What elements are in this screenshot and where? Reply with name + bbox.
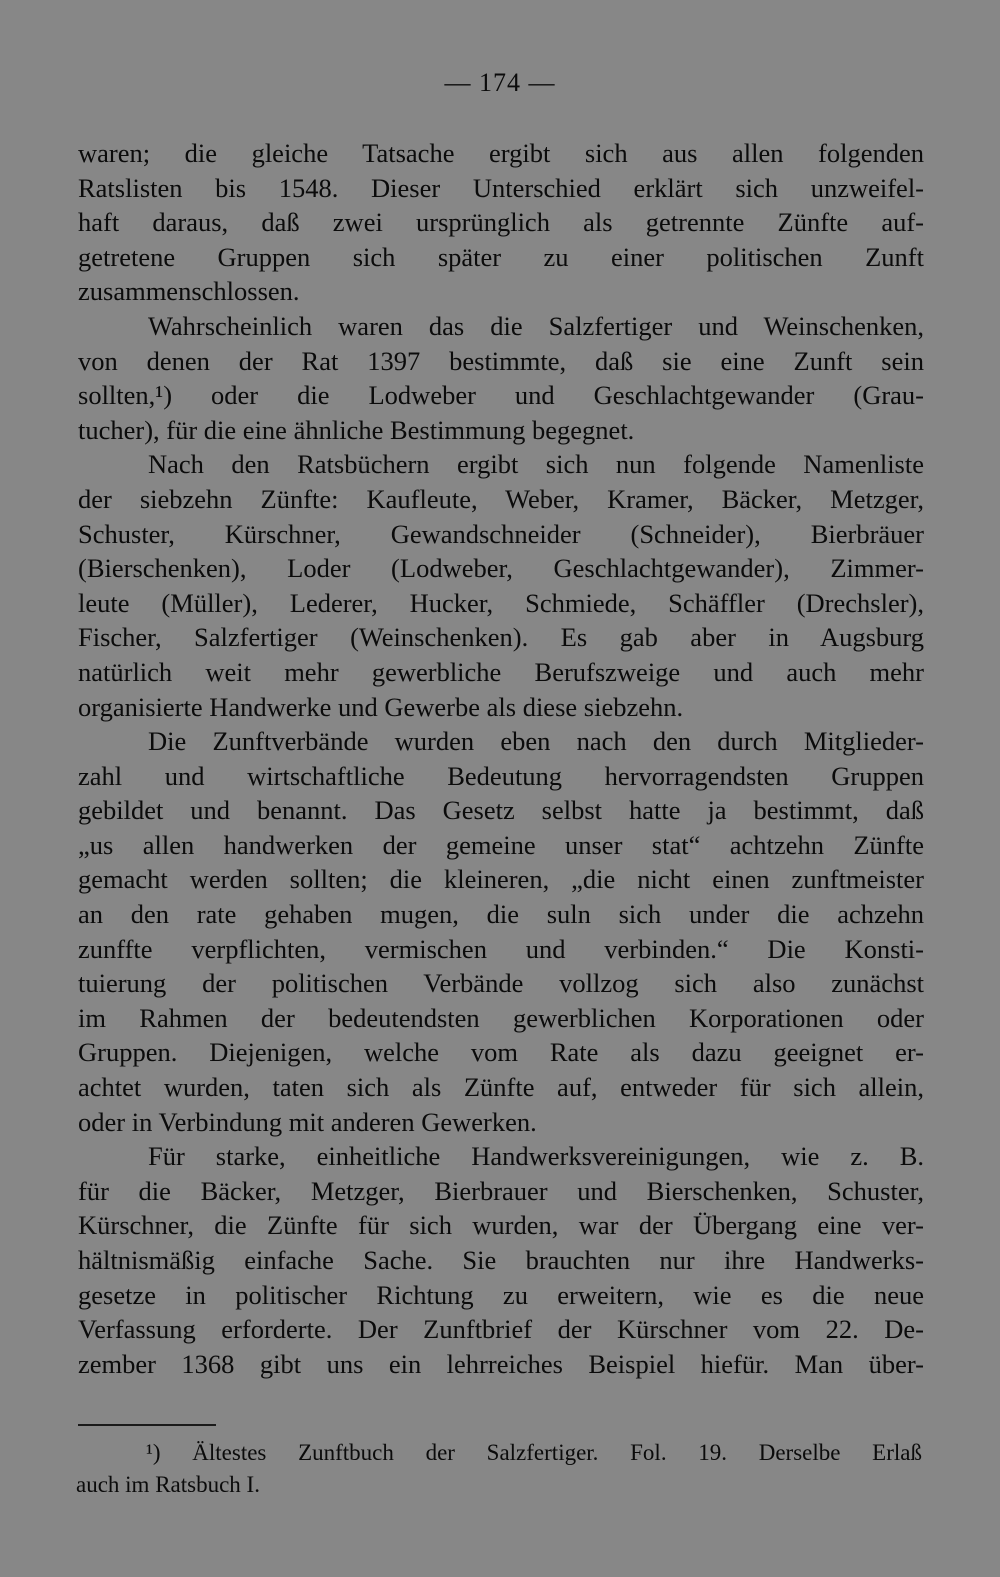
text-line: getretene Gruppen sich später zu einer politischen Zunft [78,241,924,272]
text-line: Für starke, einheitliche Handwerksvereinigungen, wie z. B. [148,1141,924,1172]
text-line: sollten,¹) oder die Lodweber und Geschlachtgewander (Grau- [78,380,924,411]
text-line: Gruppen. Diejenigen, welche vom Rate als dazu geeignet er- [78,1037,924,1068]
text-line: Nach den Ratsbüchern ergibt sich nun folgende Namenliste [148,449,924,480]
text-line: der siebzehn Zünfte: Kaufleute, Weber, Kramer, Bäcker, Metzger, [78,483,924,514]
text-line: Fischer, Salzfertiger (Weinschenken). Es gab aber in Augsburg [78,622,924,653]
text-line: hältnismäßig einfache Sache. Sie brauchten nur ihre Handwerks- [78,1245,924,1275]
text-line: organisierte Handwerke und Gewerbe als diese siebzehn. [78,691,684,722]
text-line: Verfassung erforderte. Der Zunftbrief der Kürschner vom 22. De- [78,1314,924,1345]
text-line: Die Zunftverbände wurden eben nach den durch Mitglieder- [148,726,924,757]
text-line: gemacht werden sollten; die kleineren, „die nicht einen zunftmeister [78,864,924,895]
text-line: tucher), für die eine ähnliche Bestimmung begegnet. [78,414,635,445]
footnote-divider [78,1424,216,1426]
text-line: (Bierschenken), Loder (Lodweber, Geschlachtgewander), Zimmer- [78,553,924,584]
text-line: für die Bäcker, Metzger, Bierbrauer und Bierschenken, Schuster, [78,1175,924,1206]
text-line: zahl und wirtschaftliche Bedeutung hervorragendsten Gruppen [78,760,924,791]
text-line: oder in Verbindung mit anderen Gewerken. [78,1106,537,1137]
footnote [76,1437,922,1501]
text-line: achtet wurden, taten sich als Zünfte auf, entweder für sich allein, [78,1072,924,1103]
text-line: natürlich weit mehr gewerbliche Berufszweige und auch mehr [78,656,924,687]
text-line: tuierung der politischen Verbände vollzog sich also zunächst [78,968,924,999]
text-line: „us allen handwerken der gemeine unser stat“ achtzehn Zünfte [78,829,924,860]
text-line: gebildet und benannt. Das Gesetz selbst hatte ja bestimmt, daß [78,795,924,826]
text-line: von denen der Rat 1397 bestimmte, daß sie eine Zunft sein [78,345,924,376]
body-text [78,136,924,1381]
footnote-line: ¹) Ältestes Zunftbuch der Salzfertiger. Fol. 19. Derselbe Erlaß [146,1440,922,1465]
text-line: an den rate gehaben mugen, die suln sich under die achzehn [78,899,924,930]
footnote-line: auch im Ratsbuch I. [76,1472,260,1497]
text-line: Kürschner, die Zünfte für sich wurden, war der Übergang eine ver- [78,1210,924,1241]
text-line: im Rahmen der bedeutendsten gewerblichen Korporationen oder [78,1002,924,1033]
text-line: zember 1368 gibt uns ein lehrreiches Beispiel hiefür. Man über- [78,1348,924,1379]
text-line: Schuster, Kürschner, Gewandschneider (Schneider), Bierbräuer [78,518,924,549]
page-number-header: — 174 — [444,68,556,97]
text-line: waren; die gleiche Tatsache ergibt sich aus allen folgenden [78,138,924,168]
text-line: Ratslisten bis 1548. Dieser Unterschied erklärt sich unzweifel- [78,172,924,203]
text-line: Wahrscheinlich waren das die Salzfertiger und Weinschenken, [148,310,924,341]
text-line: leute (Müller), Lederer, Hucker, Schmiede, Schäffler (Drechsler), [78,587,924,618]
text-line: zusammenschlossen. [78,276,300,307]
text-line: zunffte verpflichten, vermischen und verbinden.“ Die Konsti- [78,933,924,964]
text-line: haft daraus, daß zwei ursprünglich als getrennte Zünfte auf- [78,207,924,238]
text-line: gesetze in politischer Richtung zu erweitern, wie es die neue [78,1279,924,1310]
